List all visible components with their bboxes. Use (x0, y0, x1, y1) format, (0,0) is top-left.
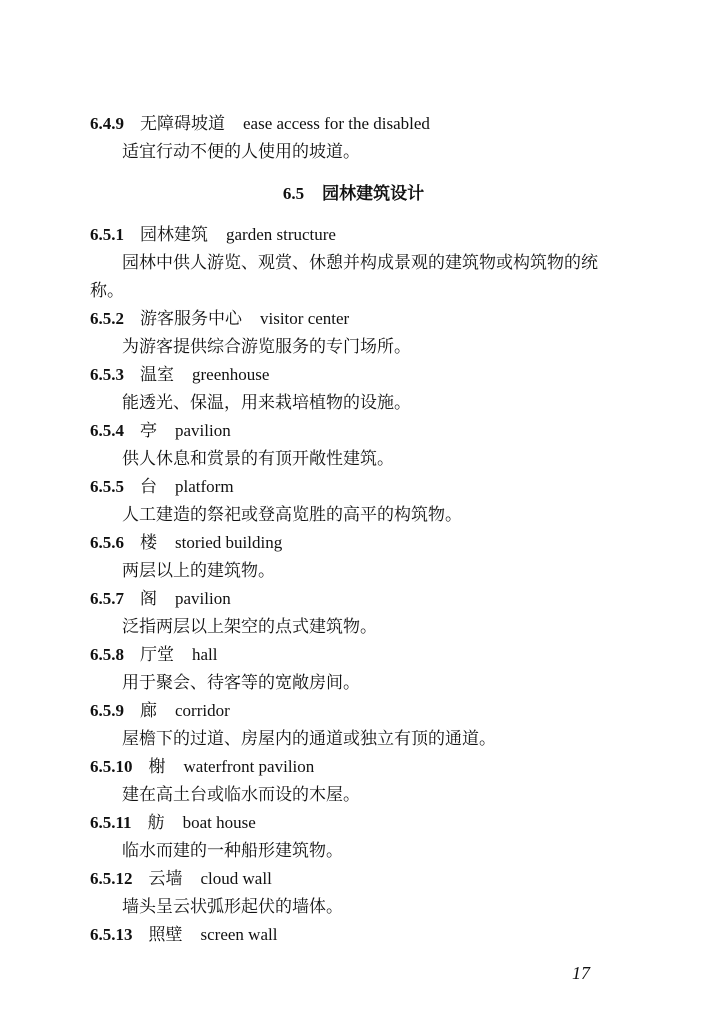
definition-6-5-5: 人工建造的祭祀或登高览胜的高平的构筑物。 (122, 505, 462, 525)
term-chinese: 无障碍坡道 (140, 114, 225, 134)
definition-6-5-2: 为游客提供综合游览服务的专门场所。 (122, 337, 411, 357)
term-number: 6.5.3 (90, 365, 124, 384)
term-6-5-10 (90, 754, 314, 780)
definition-6-5-8: 用于聚会、待客等的宽敞房间。 (122, 673, 360, 693)
term-number: 6.5.10 (90, 757, 133, 776)
term-number: 6.5.1 (90, 225, 124, 244)
term-chinese: 台 (140, 477, 157, 497)
term-chinese: 舫 (147, 813, 165, 833)
term-number: 6.5.5 (90, 477, 124, 496)
term-english: greenhouse (192, 365, 270, 384)
term-english: waterfront pavilion (183, 757, 315, 776)
term-english: corridor (175, 701, 230, 720)
definition-6-5-6: 两层以上的建筑物。 (122, 561, 275, 581)
term-6-5-5 (90, 474, 234, 500)
term-chinese: 榭 (148, 757, 166, 777)
term-number: 6.5.12 (90, 869, 133, 888)
definition-6-5-10: 建在高土台或临水而设的木屋。 (122, 785, 360, 805)
term-english: pavilion (175, 421, 231, 440)
term-chinese: 温室 (140, 365, 174, 385)
term-chinese: 亭 (140, 421, 157, 441)
term-chinese: 园林建筑 (140, 225, 208, 245)
term-english: storied building (175, 533, 283, 552)
term-english: boat house (182, 813, 256, 832)
term-chinese: 厅堂 (140, 645, 174, 665)
section-title (0, 181, 707, 207)
term-6-5-13 (90, 922, 277, 948)
definition-6-5-7: 泛指两层以上架空的点式建筑物。 (122, 617, 377, 637)
definition-6-5-4: 供人休息和赏景的有顶开敞性建筑。 (122, 449, 394, 469)
term-english: garden structure (226, 225, 336, 244)
term-6-5-8 (90, 642, 218, 668)
term-number: 6.4.9 (90, 114, 124, 133)
term-chinese: 云墙 (148, 869, 183, 889)
term-chinese: 楼 (140, 533, 157, 553)
term-chinese: 廊 (140, 701, 157, 721)
term-6-5-1 (90, 222, 336, 248)
definition-6-5-11: 临水而建的一种船形建筑物。 (122, 841, 343, 861)
definition-6-5-1: 园林中供人游览、观赏、休憩并构成景观的建筑物或构筑物的统称。 (90, 253, 598, 301)
term-english: visitor center (260, 309, 350, 328)
page-number: 17 (572, 963, 590, 983)
section-number: 6.5 (282, 184, 305, 203)
term-english: hall (192, 645, 218, 664)
definition-6-5-3: 能透光、保温，用来栽培植物的设施。 (122, 393, 411, 413)
term-english: cloud wall (200, 869, 272, 888)
definition-6-5-12: 墙头呈云状弧形起伏的墙体。 (122, 897, 343, 917)
term-number: 6.5.2 (90, 309, 124, 328)
term-english: platform (175, 477, 234, 496)
term-number: 6.5.11 (90, 813, 132, 832)
term-6-4-9 (90, 111, 430, 137)
term-chinese: 照壁 (148, 925, 183, 945)
term-chinese: 阁 (140, 589, 157, 609)
definition-6-4-9: 适宜行动不便的人使用的坡道。 (122, 142, 360, 162)
term-6-5-11 (90, 810, 256, 836)
term-6-5-4 (90, 418, 231, 444)
term-number: 6.5.9 (90, 701, 124, 720)
term-6-5-9 (90, 698, 230, 724)
term-6-5-6 (90, 530, 282, 556)
section-heading: 园林建筑设计 (322, 184, 425, 204)
term-number: 6.5.13 (90, 925, 133, 944)
term-english: ease access for the disabled (243, 114, 430, 133)
term-number: 6.5.8 (90, 645, 124, 664)
term-english: pavilion (175, 589, 231, 608)
term-6-5-3 (90, 362, 269, 388)
term-number: 6.5.4 (90, 421, 124, 440)
term-chinese: 游客服务中心 (140, 309, 242, 329)
term-number: 6.5.7 (90, 589, 124, 608)
definition-6-5-9: 屋檐下的过道、房屋内的通道或独立有顶的通道。 (122, 729, 496, 749)
term-6-5-2 (90, 306, 349, 332)
term-english: screen wall (200, 925, 278, 944)
term-6-5-12 (90, 866, 272, 892)
term-6-5-7 (90, 586, 231, 612)
term-number: 6.5.6 (90, 533, 124, 552)
